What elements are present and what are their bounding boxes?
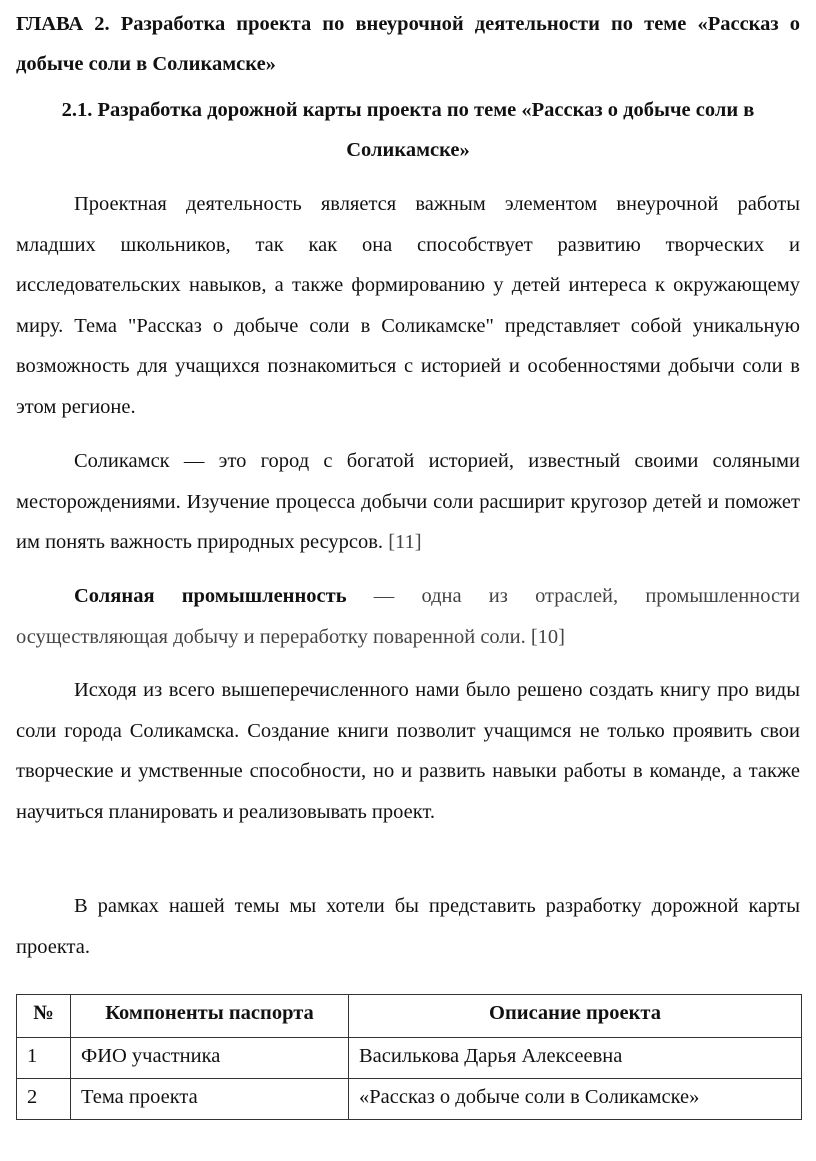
table-row xyxy=(17,1038,802,1079)
paragraph-definition xyxy=(16,576,800,657)
table-cell: Тема проекта xyxy=(71,1079,349,1120)
header-components: Компоненты паспорта xyxy=(71,995,349,1038)
section-title: 2.1. Разработка дорожной карты проекта по теме «Рассказ о добыче соли в Соликамске» xyxy=(61,99,755,161)
header-number: № xyxy=(17,995,71,1038)
paragraph-book: Исходя из всего вышеперечисленного нами было решено создать книгу про виды соли города Соликамска. Создание книги позволит учащимся не только проявить свои творческие и умственные способности, но и развить навыки работы в команде, а также научиться планировать и реализовывать проект. xyxy=(16,679,800,823)
table-cell: «Рассказ о добыче соли в Соликамске» xyxy=(349,1079,802,1120)
table-row xyxy=(17,1079,802,1120)
chapter-title: ГЛАВА 2. Разработка проекта по внеурочной деятельности по теме «Рассказ о добыче соли в Соликамске» xyxy=(16,13,800,75)
header-description: Описание проекта xyxy=(349,995,802,1038)
reference-11: [11] xyxy=(383,531,422,554)
table-header-row xyxy=(17,995,802,1038)
paragraph-intro: Проектная деятельность является важным элементом внеурочной работы младших школьников, так как она способствует развитию творческих и исследовательских навыков, а также формированию у детей интереса к окружающему миру. Тема "Рассказ о добыче соли в Соликамске" представляет собой уникальную возможность для учащихся познакомиться с историей и особенностями добычи соли в этом регионе. xyxy=(16,193,800,418)
paragraph-solikamsk-text: Соликамск — это город с богатой историей, известный своими соляными месторождениями. Изучение процесса добычи соли расширит кругозор детей и поможет им понять важность природных ресурсов. xyxy=(16,450,800,554)
paragraph-roadmap: В рамках нашей темы мы хотели бы представить разработку дорожной карты проекта. xyxy=(16,895,800,958)
definition-text: — одна из отраслей, промышленности осуществляющая добычу и переработку поваренной соли. [10] xyxy=(16,585,800,648)
paragraph-solikamsk xyxy=(16,441,800,563)
table-cell: ФИО участника xyxy=(71,1038,349,1079)
definition-term: Соляная промышленность xyxy=(74,585,347,607)
table-cell: 2 xyxy=(17,1079,71,1120)
table-cell: 1 xyxy=(17,1038,71,1079)
table-cell: Василькова Дарья Алексеевна xyxy=(349,1038,802,1079)
project-passport-table xyxy=(16,994,802,1120)
